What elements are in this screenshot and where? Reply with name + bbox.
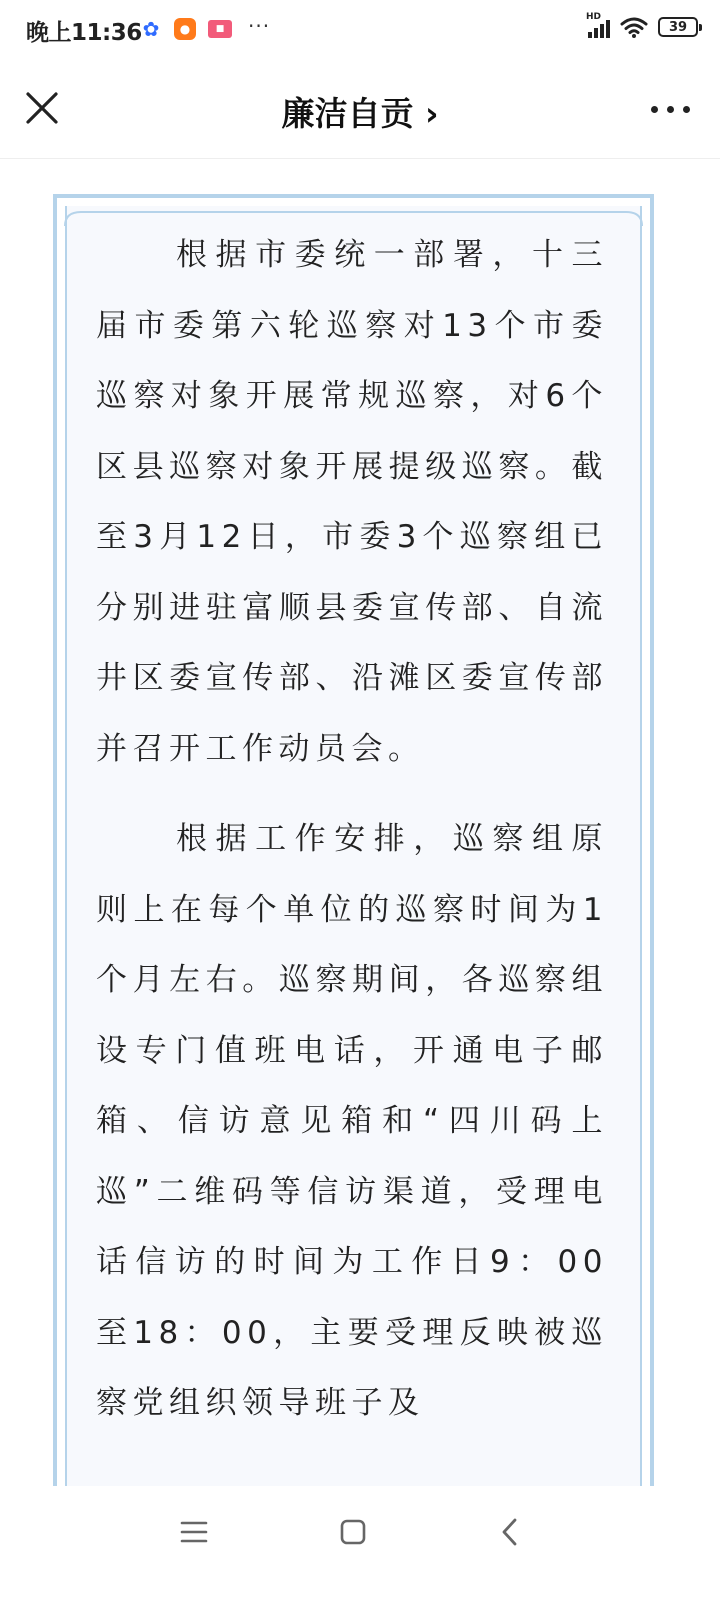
status-bar bbox=[0, 0, 720, 62]
menu-icon[interactable] bbox=[174, 1512, 214, 1552]
paw-icon: ✿ bbox=[142, 17, 160, 41]
system-status bbox=[586, 12, 698, 38]
more-icon[interactable] bbox=[651, 106, 690, 113]
hd-label: HD bbox=[586, 12, 602, 22]
system-navigation-bar bbox=[0, 1486, 720, 1600]
article-paragraph-1: 根据市委统一部署，十三届市委第六轮巡察对13个市委巡察对象开展常规巡察，对6个区县巡察对象开展提级巡察。截至3月12日，市委3个巡察组已分别进驻富顺县委宣传部、自流井区委宣传部、沿滩区委宣传部并召开工作动员会。 bbox=[96, 237, 608, 767]
nav-bar bbox=[0, 62, 720, 159]
article-body bbox=[96, 220, 608, 1459]
wifi-icon bbox=[620, 16, 648, 38]
battery-level: 39 bbox=[668, 19, 688, 35]
shopping-app-icon: ■ bbox=[208, 20, 232, 38]
back-icon[interactable] bbox=[490, 1512, 530, 1552]
article-paragraph-2: 根据工作安排，巡察组原则上在每个单位的巡察时间为1个月左右。巡察期间，各巡察组设专门值班电话，开通电子邮箱、信访意见箱和“四川码上巡”二维码等信访渠道，受理电话信访的时间为工作日9：00至18：00，主要受理反映被巡察党组织领导班子及 bbox=[96, 821, 608, 1421]
home-icon[interactable] bbox=[333, 1512, 373, 1552]
article-content[interactable] bbox=[0, 160, 720, 1486]
game-app-icon: ● bbox=[174, 18, 196, 40]
signal-icon bbox=[586, 12, 610, 38]
notification-icons bbox=[140, 14, 271, 41]
battery-icon bbox=[658, 17, 698, 37]
account-title-link[interactable]: 廉洁自贡 › bbox=[281, 94, 439, 133]
status-time: 晚上11:36 bbox=[26, 20, 142, 46]
overflow-indicator: ··· bbox=[248, 14, 271, 38]
